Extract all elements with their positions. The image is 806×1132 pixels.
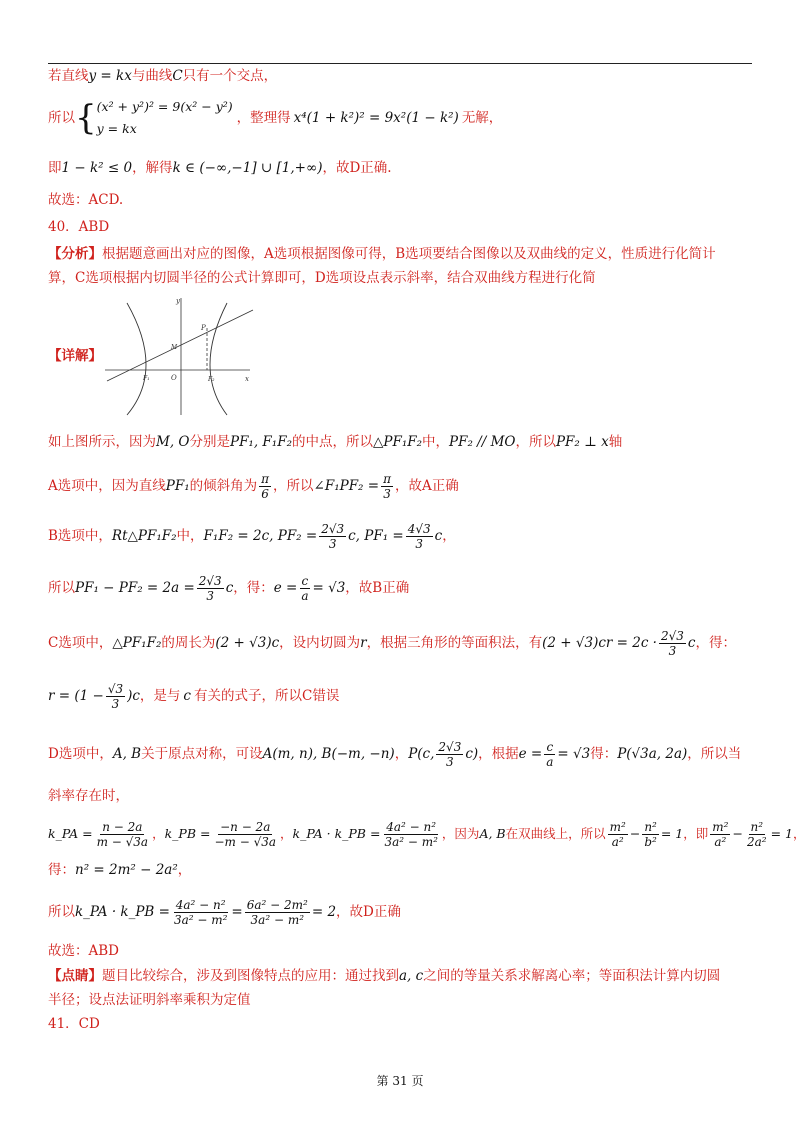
fraction: $\frac{2√3}{3}$ <box>438 740 462 769</box>
text-line-23 <box>48 1014 100 1034</box>
p-label: P <box>201 324 206 332</box>
header-rule <box>48 63 752 64</box>
fraction: $\frac{-n - 2a}{-m - √3a}$ <box>214 820 277 849</box>
math: r = (1 − <box>48 688 104 704</box>
math: y = kx <box>88 68 132 84</box>
fraction: $\frac{\pi}{6}$ <box>261 472 270 501</box>
text-line-8 <box>48 346 102 366</box>
equation-system <box>75 96 233 140</box>
text: 所以 <box>48 904 75 920</box>
text: ， <box>394 746 409 762</box>
math: C <box>172 68 183 84</box>
text: C选项中， <box>48 635 113 651</box>
math: A(m, n), B(−m, −n) <box>262 746 395 762</box>
text-line-1 <box>48 66 277 86</box>
math: e = <box>518 746 543 762</box>
fraction: $\frac{\text{4a² − n²}}{\text{3a² − m²}}$ <box>173 898 228 927</box>
text-line-12 <box>48 574 409 603</box>
o-label: O <box>171 374 177 382</box>
text: 中， <box>422 434 450 450</box>
text: D选项中， <box>48 746 113 762</box>
math: PF₂ // MO <box>449 434 516 450</box>
answer-heading: 40．ABD <box>48 219 110 235</box>
math: k ∈ (−∞,−1] ∪ [1,+∞) <box>172 160 323 176</box>
fraction: $\frac{\text{4a² − n²}}{\text{3a² − m²}}$ <box>384 820 438 849</box>
text-line-10 <box>48 472 459 501</box>
text-line-9 <box>48 432 622 452</box>
math: PF₁ <box>165 478 190 494</box>
text: 关于原点对称，可设 <box>141 746 263 762</box>
fraction: $\frac{2√3}{3}$ <box>660 629 684 658</box>
text-line-21 <box>48 966 720 986</box>
text: ， <box>792 826 806 841</box>
text: ，即 <box>683 826 709 841</box>
math: = <box>231 904 243 920</box>
text: ， <box>177 862 192 878</box>
math: c) <box>465 746 479 762</box>
math: c <box>434 528 443 544</box>
fraction: $\frac{\text{n²}}{\text{2a²}}$ <box>746 820 767 849</box>
text: 分别是 <box>189 434 230 450</box>
math: )c <box>127 688 140 704</box>
right-branch <box>210 303 227 415</box>
y-label: y <box>176 297 180 305</box>
page-number: 第 31 页 <box>376 1074 424 1088</box>
math: PF₂ ⊥ x <box>555 434 609 450</box>
fraction: $\frac{\text{m²}}{\text{a²}}$ <box>712 820 729 849</box>
text: 即 <box>48 160 62 176</box>
math: k_PB = <box>164 826 211 841</box>
text: ，是与 <box>139 688 181 704</box>
analysis-tag: 【分析】 <box>48 246 102 262</box>
text: 根据题意画出对应的图像，A选项根据图像可得，B选项要结合图像以及双曲线的定义，性质进行化简计 <box>102 246 716 262</box>
text-line-4 <box>48 190 123 210</box>
math: c <box>225 580 234 596</box>
text: ，根据 <box>478 746 519 762</box>
text: ，解得 <box>132 160 173 176</box>
text-line-3 <box>48 158 392 178</box>
text: ，得： <box>233 580 274 596</box>
comment-tag: 【点睛】 <box>48 968 102 984</box>
left-branch <box>127 303 146 415</box>
math: k_PA = <box>48 826 93 841</box>
text: 半径；设点法证明斜率乘积为定值 <box>48 992 251 1008</box>
x-label: x <box>245 375 249 383</box>
text: ，设内切圆为 <box>279 635 361 651</box>
text-line-17 <box>48 820 806 849</box>
math: (x² + y²)² = 9(x² − y²) <box>96 99 233 114</box>
text: 如上图所示，因为 <box>48 434 156 450</box>
text: ，根据三角形的等面积法，有 <box>366 635 543 651</box>
text: 的周长为 <box>161 635 216 651</box>
math: 1 − k² ≤ 0 <box>61 160 133 176</box>
math: c, PF₁ = <box>348 528 404 544</box>
text: 与曲线 <box>131 68 173 84</box>
math: − <box>629 826 641 841</box>
text: 若直线 <box>48 68 89 84</box>
fraction: $\frac{2√3}{3}$ <box>321 522 345 551</box>
math: △PF₁F₂ <box>373 434 423 450</box>
math: r <box>360 635 367 651</box>
text: 轴 <box>608 434 623 450</box>
text: B选项中， <box>48 528 112 544</box>
text-line-19 <box>48 898 401 927</box>
text-line-13 <box>48 629 736 658</box>
fraction: $\frac{\pi}{3}$ <box>383 472 391 501</box>
text: 只有一个交点， <box>182 68 278 84</box>
math: = 1 <box>660 826 684 841</box>
text-line-15 <box>48 740 741 769</box>
text-line-20 <box>48 941 119 961</box>
fraction: $\frac{2√3}{3}$ <box>198 574 222 603</box>
math: k_PA · k_PB = <box>75 904 170 920</box>
math: A, B <box>479 826 506 841</box>
math: y = kx <box>96 121 137 136</box>
text: 得： <box>48 862 75 878</box>
fraction: $\frac{\text{6a² − 2m²}}{\text{3a² − m²}}$ <box>246 898 308 927</box>
f1-label: F₁ <box>143 375 150 382</box>
math: A, B <box>112 746 142 762</box>
text: ，故D正确 <box>336 904 401 920</box>
detail-tag: 【详解】 <box>48 348 102 364</box>
math: = √3 <box>557 746 591 762</box>
math: PF₁, F₁F₂ <box>229 434 292 450</box>
brace: { <box>75 98 97 138</box>
text: ， <box>280 826 293 841</box>
math: ∠F₁PF₂ = <box>313 478 380 494</box>
text: ，所以 <box>515 434 556 450</box>
text: 在双曲线上，所以 <box>505 826 606 841</box>
text: ，所以当 <box>687 746 742 762</box>
math: = √3 <box>312 580 346 596</box>
math: = 1 <box>770 826 793 841</box>
text: 中， <box>176 528 204 544</box>
fraction: $\frac{c}{a}$ <box>301 574 309 603</box>
math: P(c, <box>408 746 435 762</box>
fraction: $\frac{c}{a}$ <box>546 740 554 769</box>
math: c <box>183 688 191 704</box>
text: 斜率存在时， <box>48 788 129 804</box>
text: 的倾斜角为 <box>189 478 258 494</box>
math: x⁴(1 + k²)² = 9x²(1 − k²) <box>293 110 459 126</box>
f2-label: F₂ <box>208 376 215 383</box>
fraction: $\frac{n - 2a}{m - √3a}$ <box>96 820 149 849</box>
math: n² = 2m² − 2a² <box>75 862 178 878</box>
text: ，所以 <box>273 478 314 494</box>
math: P(√3a, 2a) <box>617 746 688 762</box>
math: PF₁ − PF₂ = 2a = <box>75 580 195 596</box>
text-line-18 <box>48 860 191 880</box>
text: ，故B正确 <box>345 580 410 596</box>
text-line-16 <box>48 786 129 806</box>
text: ，故A正确 <box>394 478 459 494</box>
fraction: $\frac{√3}{3}$ <box>107 682 124 711</box>
text: 算，C选项根据内切圆半径的公式计算即可，D选项设点表示斜率，结合双曲线方程进行化简 <box>48 270 596 286</box>
math: (2 + √3)cr = 2c · <box>542 635 657 651</box>
text: ， <box>152 826 165 841</box>
text: 得： <box>590 746 618 762</box>
hyperbola-figure <box>105 293 255 418</box>
text-line-5 <box>48 217 109 237</box>
text: ， <box>442 528 456 544</box>
text: A选项中，因为直线 <box>48 478 166 494</box>
text: 无解， <box>461 110 503 126</box>
m-label: M <box>171 344 178 351</box>
math: (2 + √3)c <box>215 635 280 651</box>
math: = 2 <box>311 904 337 920</box>
text: ，故D正确. <box>322 160 392 176</box>
math: − <box>732 826 743 841</box>
text: 之间的等量关系求解离心率；等面积法计算内切圆 <box>423 968 721 984</box>
fraction: $\frac{4√3}{3}$ <box>407 522 431 551</box>
text-line-14 <box>48 682 339 711</box>
text-line-7 <box>48 268 596 288</box>
text: ，因为 <box>441 826 480 841</box>
fraction: $\frac{\text{m²}}{\text{a²}}$ <box>609 820 626 849</box>
math: △PF₁F₂ <box>112 635 162 651</box>
text: 的中点，所以 <box>292 434 373 450</box>
math: F₁F₂ = 2c, PF₂ = <box>203 528 318 544</box>
math: e = <box>273 580 298 596</box>
text: ，整理得 <box>236 110 291 126</box>
math: c <box>687 635 696 651</box>
text-line-22 <box>48 990 251 1010</box>
text: 所以 <box>48 110 75 126</box>
text: 所以 <box>48 580 75 596</box>
math: M, O <box>156 434 190 450</box>
answer-heading: 41．CD <box>48 1016 100 1032</box>
text-line-11 <box>48 522 456 551</box>
text: ，得： <box>695 635 736 651</box>
fraction: $\frac{\text{n²}}{\text{b²}}$ <box>644 820 657 849</box>
text: 故选：ABD <box>48 943 119 959</box>
text: 有关的式子，所以C错误 <box>193 688 340 704</box>
text: 题目比较综合，涉及到图像特点的应用：通过找到 <box>102 968 399 984</box>
math: Rt△PF₁F₂ <box>111 528 177 544</box>
math: a, c <box>399 968 424 984</box>
math: k_PA · k_PB = <box>292 826 381 841</box>
text-line-2 <box>48 96 502 140</box>
text: 故选：ACD. <box>48 192 124 208</box>
text-line-6 <box>48 244 716 264</box>
